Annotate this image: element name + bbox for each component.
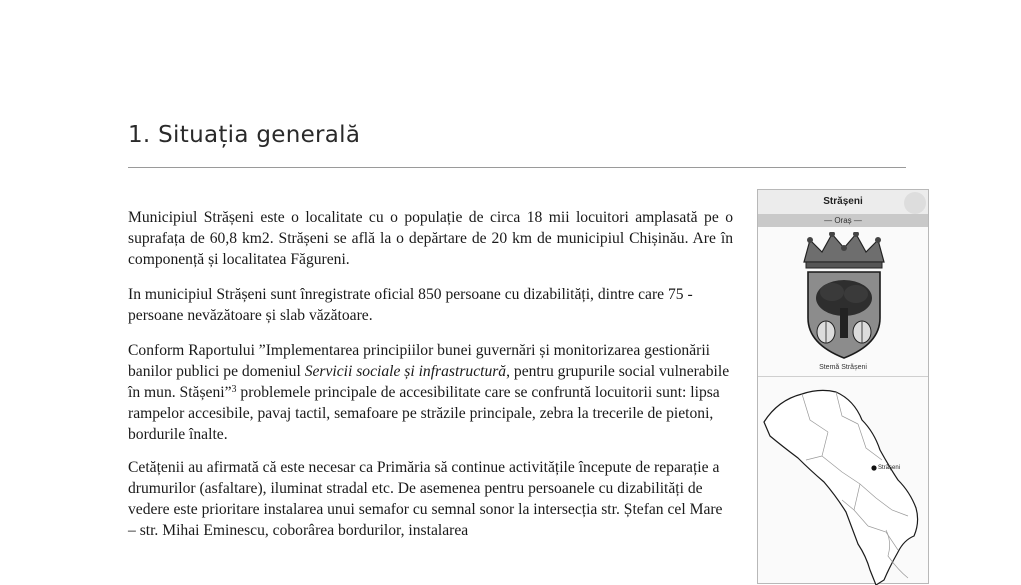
coat-of-arms-icon	[796, 232, 892, 360]
coat-caption: Stemă Strășeni	[819, 364, 867, 371]
infobox-subtitle: — Oraș —	[758, 214, 928, 227]
paragraph-citizens: Cetățenii au afirmată că este necesar ca Primăria să continue activitățile începute de reparație a drumurilor (asfaltare), iluminat stradal etc. De asemenea pentru persoanele cu dizabilități de vedere este prioritare instalarea unui semafor cu semnal sonor la intersecția str. Ștefan cel Mare – str. Mihai Eminescu, coborârea bordurilor, instalarea	[128, 459, 723, 539]
infobox-title: Strășeni	[758, 190, 928, 214]
heading-underline	[128, 167, 906, 168]
report-text-a: Conform Raportului ”Implementarea principiilor bunei guvernări și monitorizarea gestionării banilor publici pe domeniul	[128, 342, 710, 380]
footnote-marker[interactable]: 3	[231, 384, 237, 395]
moldova-map-icon	[758, 380, 928, 585]
map-city-label: Strășeni	[878, 465, 901, 471]
section-heading: 1. Situația generală	[128, 122, 361, 148]
report-text-b: , pentru grupurile social vulnerabile în mun. Stășeni”	[128, 363, 730, 401]
report-text-c: problemele principale de accesibilitate care se confruntă locuitorii sunt: lipsa rampelor accesibile, pavaj tactil, semafoare pe străzile principale, zebra la trecerile de pietoni, bordurile înalte.	[128, 384, 720, 443]
paragraph-report	[128, 340, 733, 445]
paragraph-disabilities: In municipiul Strășeni sunt înregistrate oficial 850 persoane cu dizabilități, dintre care 75 - persoane nevăzătoare și slab văzătoare.	[128, 286, 693, 324]
document-body	[128, 207, 733, 555]
city-infobox	[757, 189, 929, 584]
paragraph-population: Municipiul Strășeni este o localitate cu o populație de circa 18 mii locuitori amplasată pe o suprafața de 60,8 km2. Strășeni se află la o depărtare de 20 km de municipiul Chișinău. Are în componență și localitatea Făgureni.	[128, 209, 733, 268]
report-domain-italic: Servicii sociale și infrastructură	[304, 363, 507, 380]
map-divider	[758, 376, 928, 377]
infobox-badge-icon	[904, 192, 926, 214]
